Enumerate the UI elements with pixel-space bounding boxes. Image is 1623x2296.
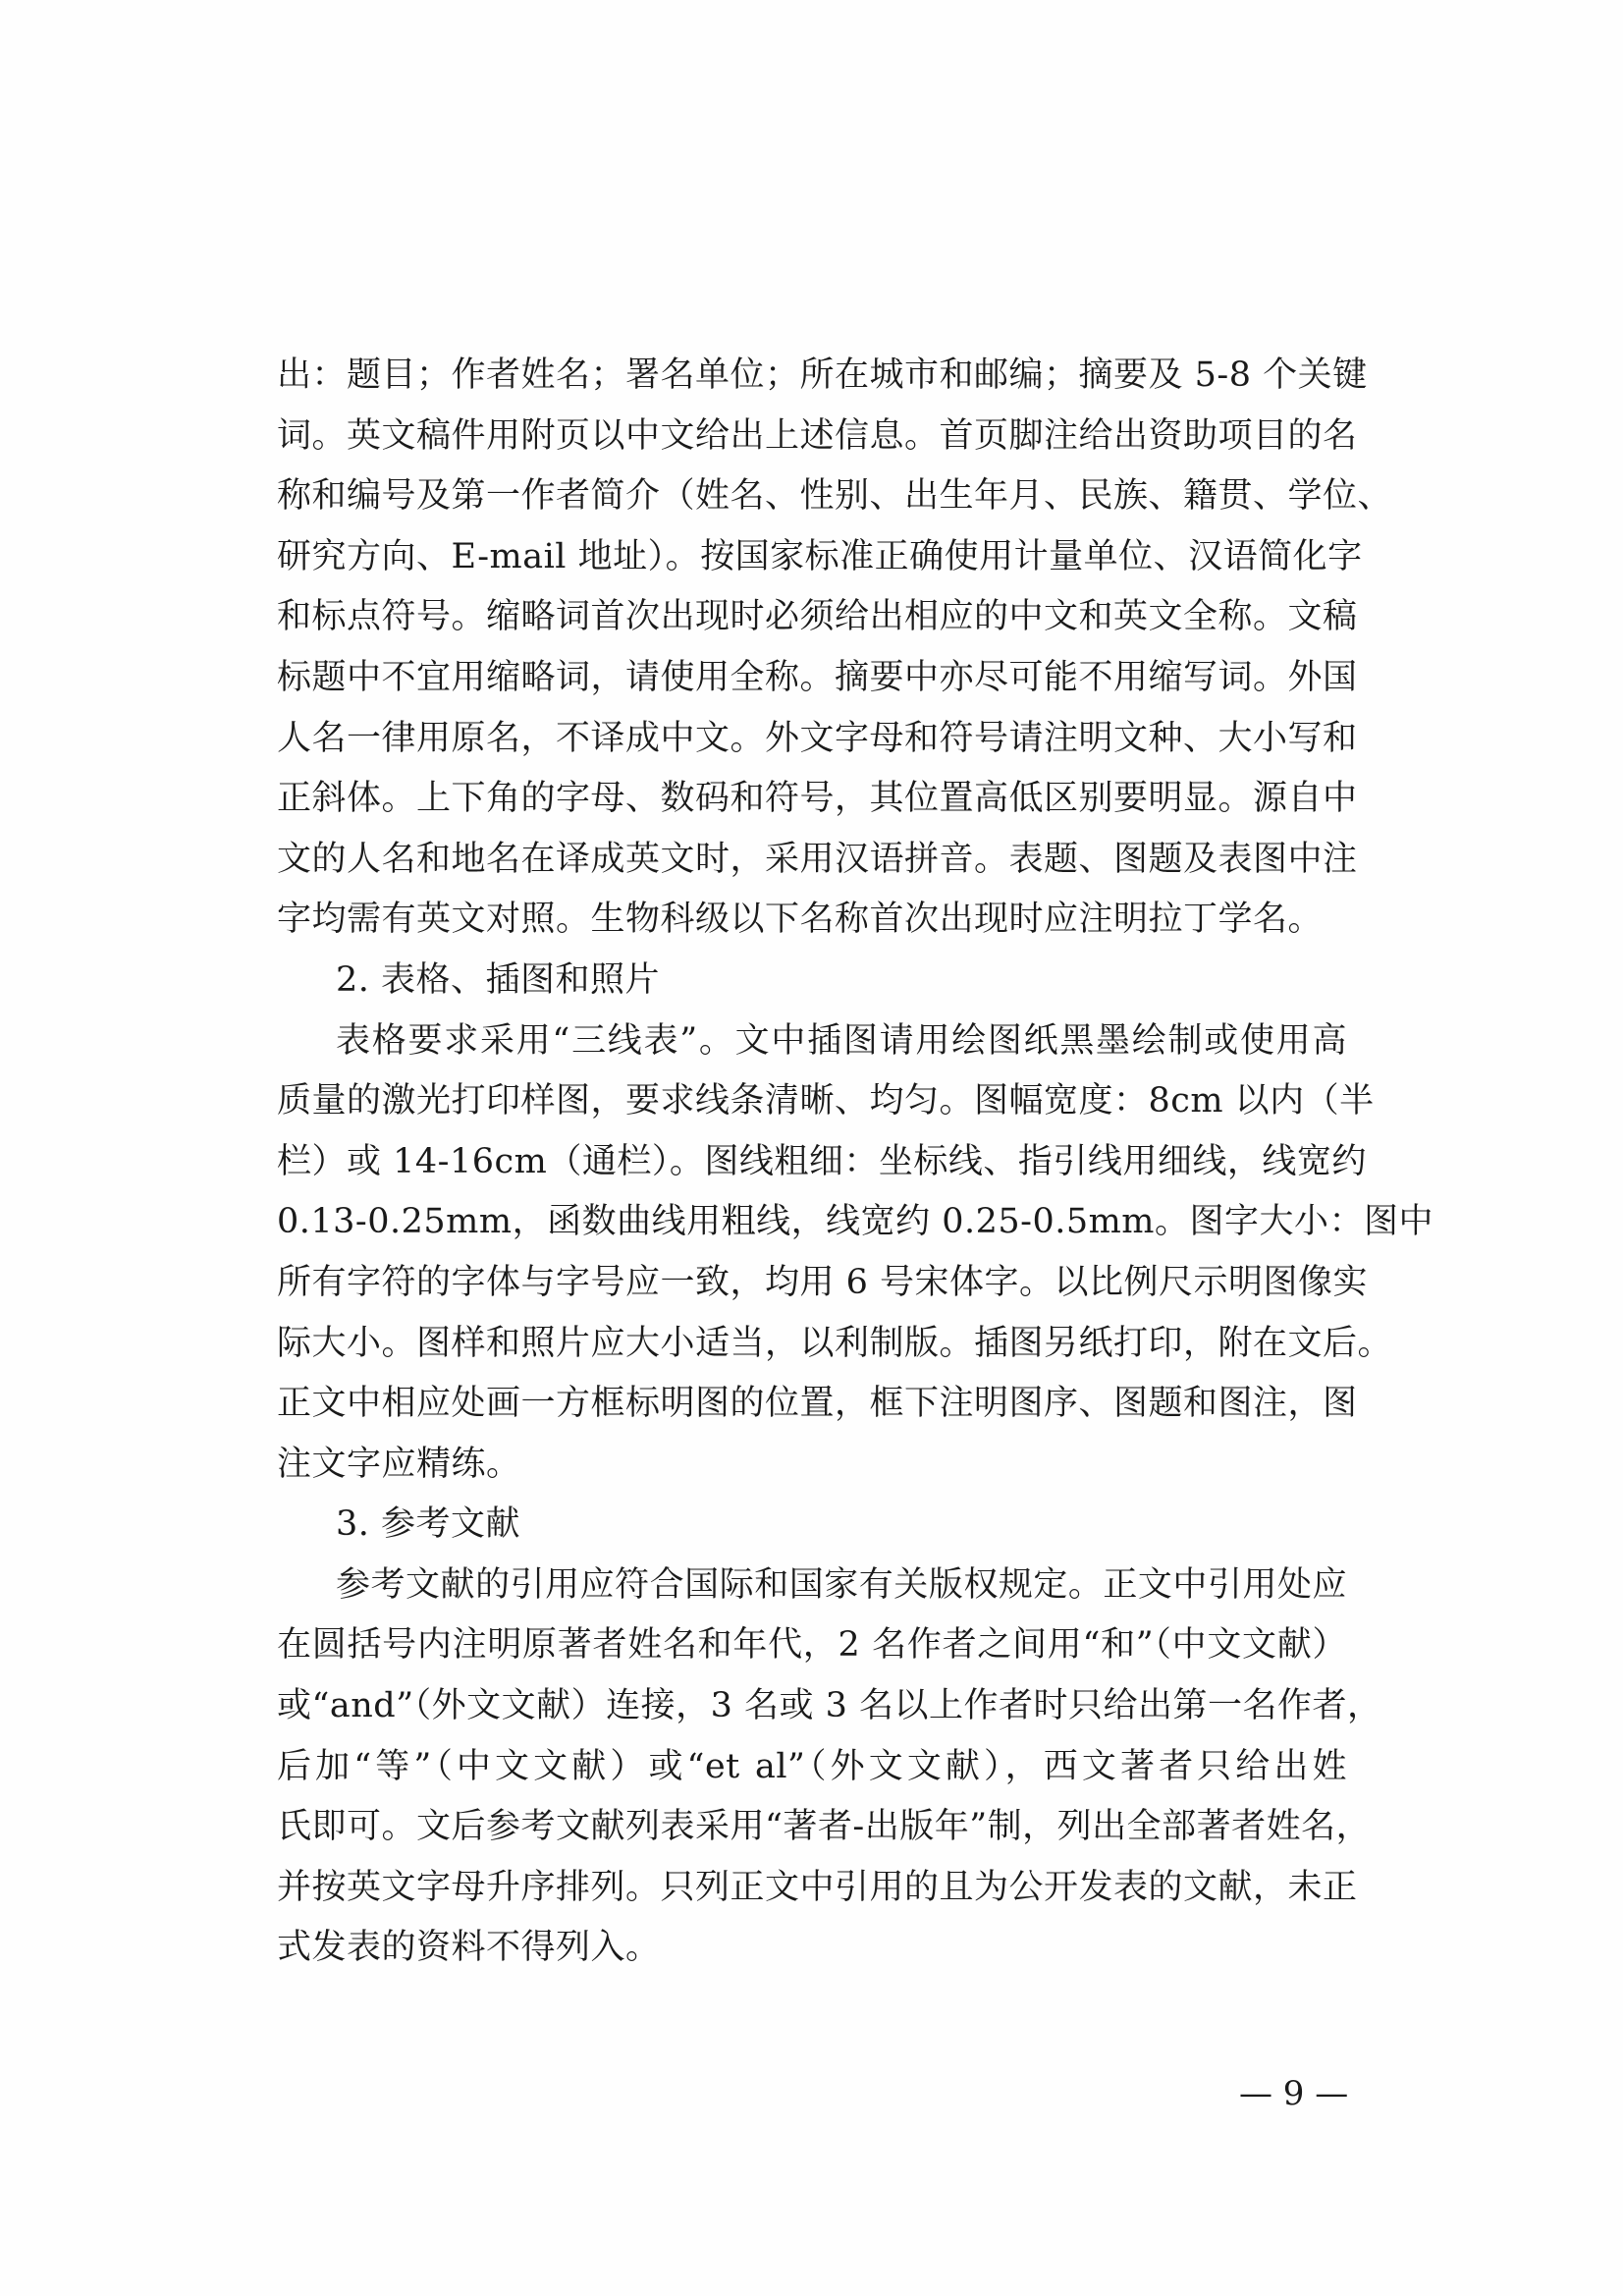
text-line: 质量的激光打印样图，要求线条清晰、均匀。图幅宽度：8cm 以内（半 — [277, 1081, 1375, 1121]
text-line: 称和编号及第一作者简介（姓名、性别、出生年月、民族、籍贯、学位、 — [277, 476, 1393, 517]
text-line: 人名一律用原名，不译成中文。外文字母和符号请注明文种、大小写和 — [277, 718, 1358, 758]
text-line: 栏）或 14-16cm（通栏）。图线粗细：坐标线、指引线用细线，线宽约 — [277, 1141, 1367, 1181]
text-line: 或“and”（外文文献）连接，3 名或 3 名以上作者时只给出第一名作者， — [277, 1686, 1382, 1726]
text-line: 正文中相应处画一方框标明图的位置，框下注明图序、图题和图注，图 — [277, 1384, 1358, 1424]
page-number: — 9 — — [1239, 2074, 1349, 2113]
text-line: 0.13-0.25mm，函数曲线用粗线，线宽约 0.25-0.5mm。图字大小：图中 — [277, 1202, 1434, 1242]
section-heading-references: 3. 参考文献 — [336, 1504, 521, 1545]
text-line: 际大小。图样和照片应大小适当，以利制版。插图另纸打印，附在文后。 — [277, 1323, 1393, 1363]
section-heading-tables-figures: 2. 表格、插图和照片 — [336, 959, 661, 1000]
text-line: 氏即可。文后参考文献列表采用“著者-出版年”制，列出全部著者姓名， — [277, 1807, 1372, 1847]
text-line: 参考文献的引用应符合国际和国家有关版权规定。正文中引用处应 — [336, 1564, 1347, 1605]
text-line: 出：题目；作者姓名；署名单位；所在城市和邮编；摘要及 5-8 个关键 — [277, 355, 1368, 395]
text-line: 表格要求采用“三线表”。文中插图请用绘图纸黑墨绘制或使用高 — [336, 1020, 1347, 1061]
text-line: 文的人名和地名在译成英文时，采用汉语拼音。表题、图题及表图中注 — [277, 839, 1358, 879]
text-line: 所有字符的字体与字号应一致，均用 6 号宋体字。以比例尺示明图像实 — [277, 1262, 1369, 1302]
text-line: 在圆括号内注明原著者姓名和年代，2 名作者之间用“和”（中文文献） — [277, 1625, 1347, 1666]
text-line: 后加“等”（中文文献）或“et al”（外文文献），西文著者只给出姓 — [277, 1746, 1347, 1786]
text-line: 词。英文稿件用附页以中文给出上述信息。首页脚注给出资助项目的名 — [277, 415, 1358, 456]
text-line: 式发表的资料不得列入。 — [277, 1928, 661, 1968]
text-line: 并按英文字母升序排列。只列正文中引用的且为公开发表的文献，未正 — [277, 1867, 1358, 1907]
text-line: 注文字应精练。 — [277, 1444, 521, 1484]
text-line: 研究方向、E-mail 地址）。按国家标准正确使用计量单位、汉语简化字 — [277, 536, 1363, 576]
text-line: 标题中不宜用缩略词，请使用全称。摘要中亦尽可能不用缩写词。外国 — [277, 657, 1358, 697]
text-line: 和标点符号。缩略词首次出现时必须给出相应的中文和英文全称。文稿 — [277, 597, 1358, 637]
body-text — [277, 346, 1434, 1979]
text-line: 字均需有英文对照。生物科级以下名称首次出现时应注明拉丁学名。 — [277, 900, 1324, 940]
text-line: 正斜体。上下角的字母、数码和符号，其位置高低区别要明显。源自中 — [277, 779, 1358, 819]
